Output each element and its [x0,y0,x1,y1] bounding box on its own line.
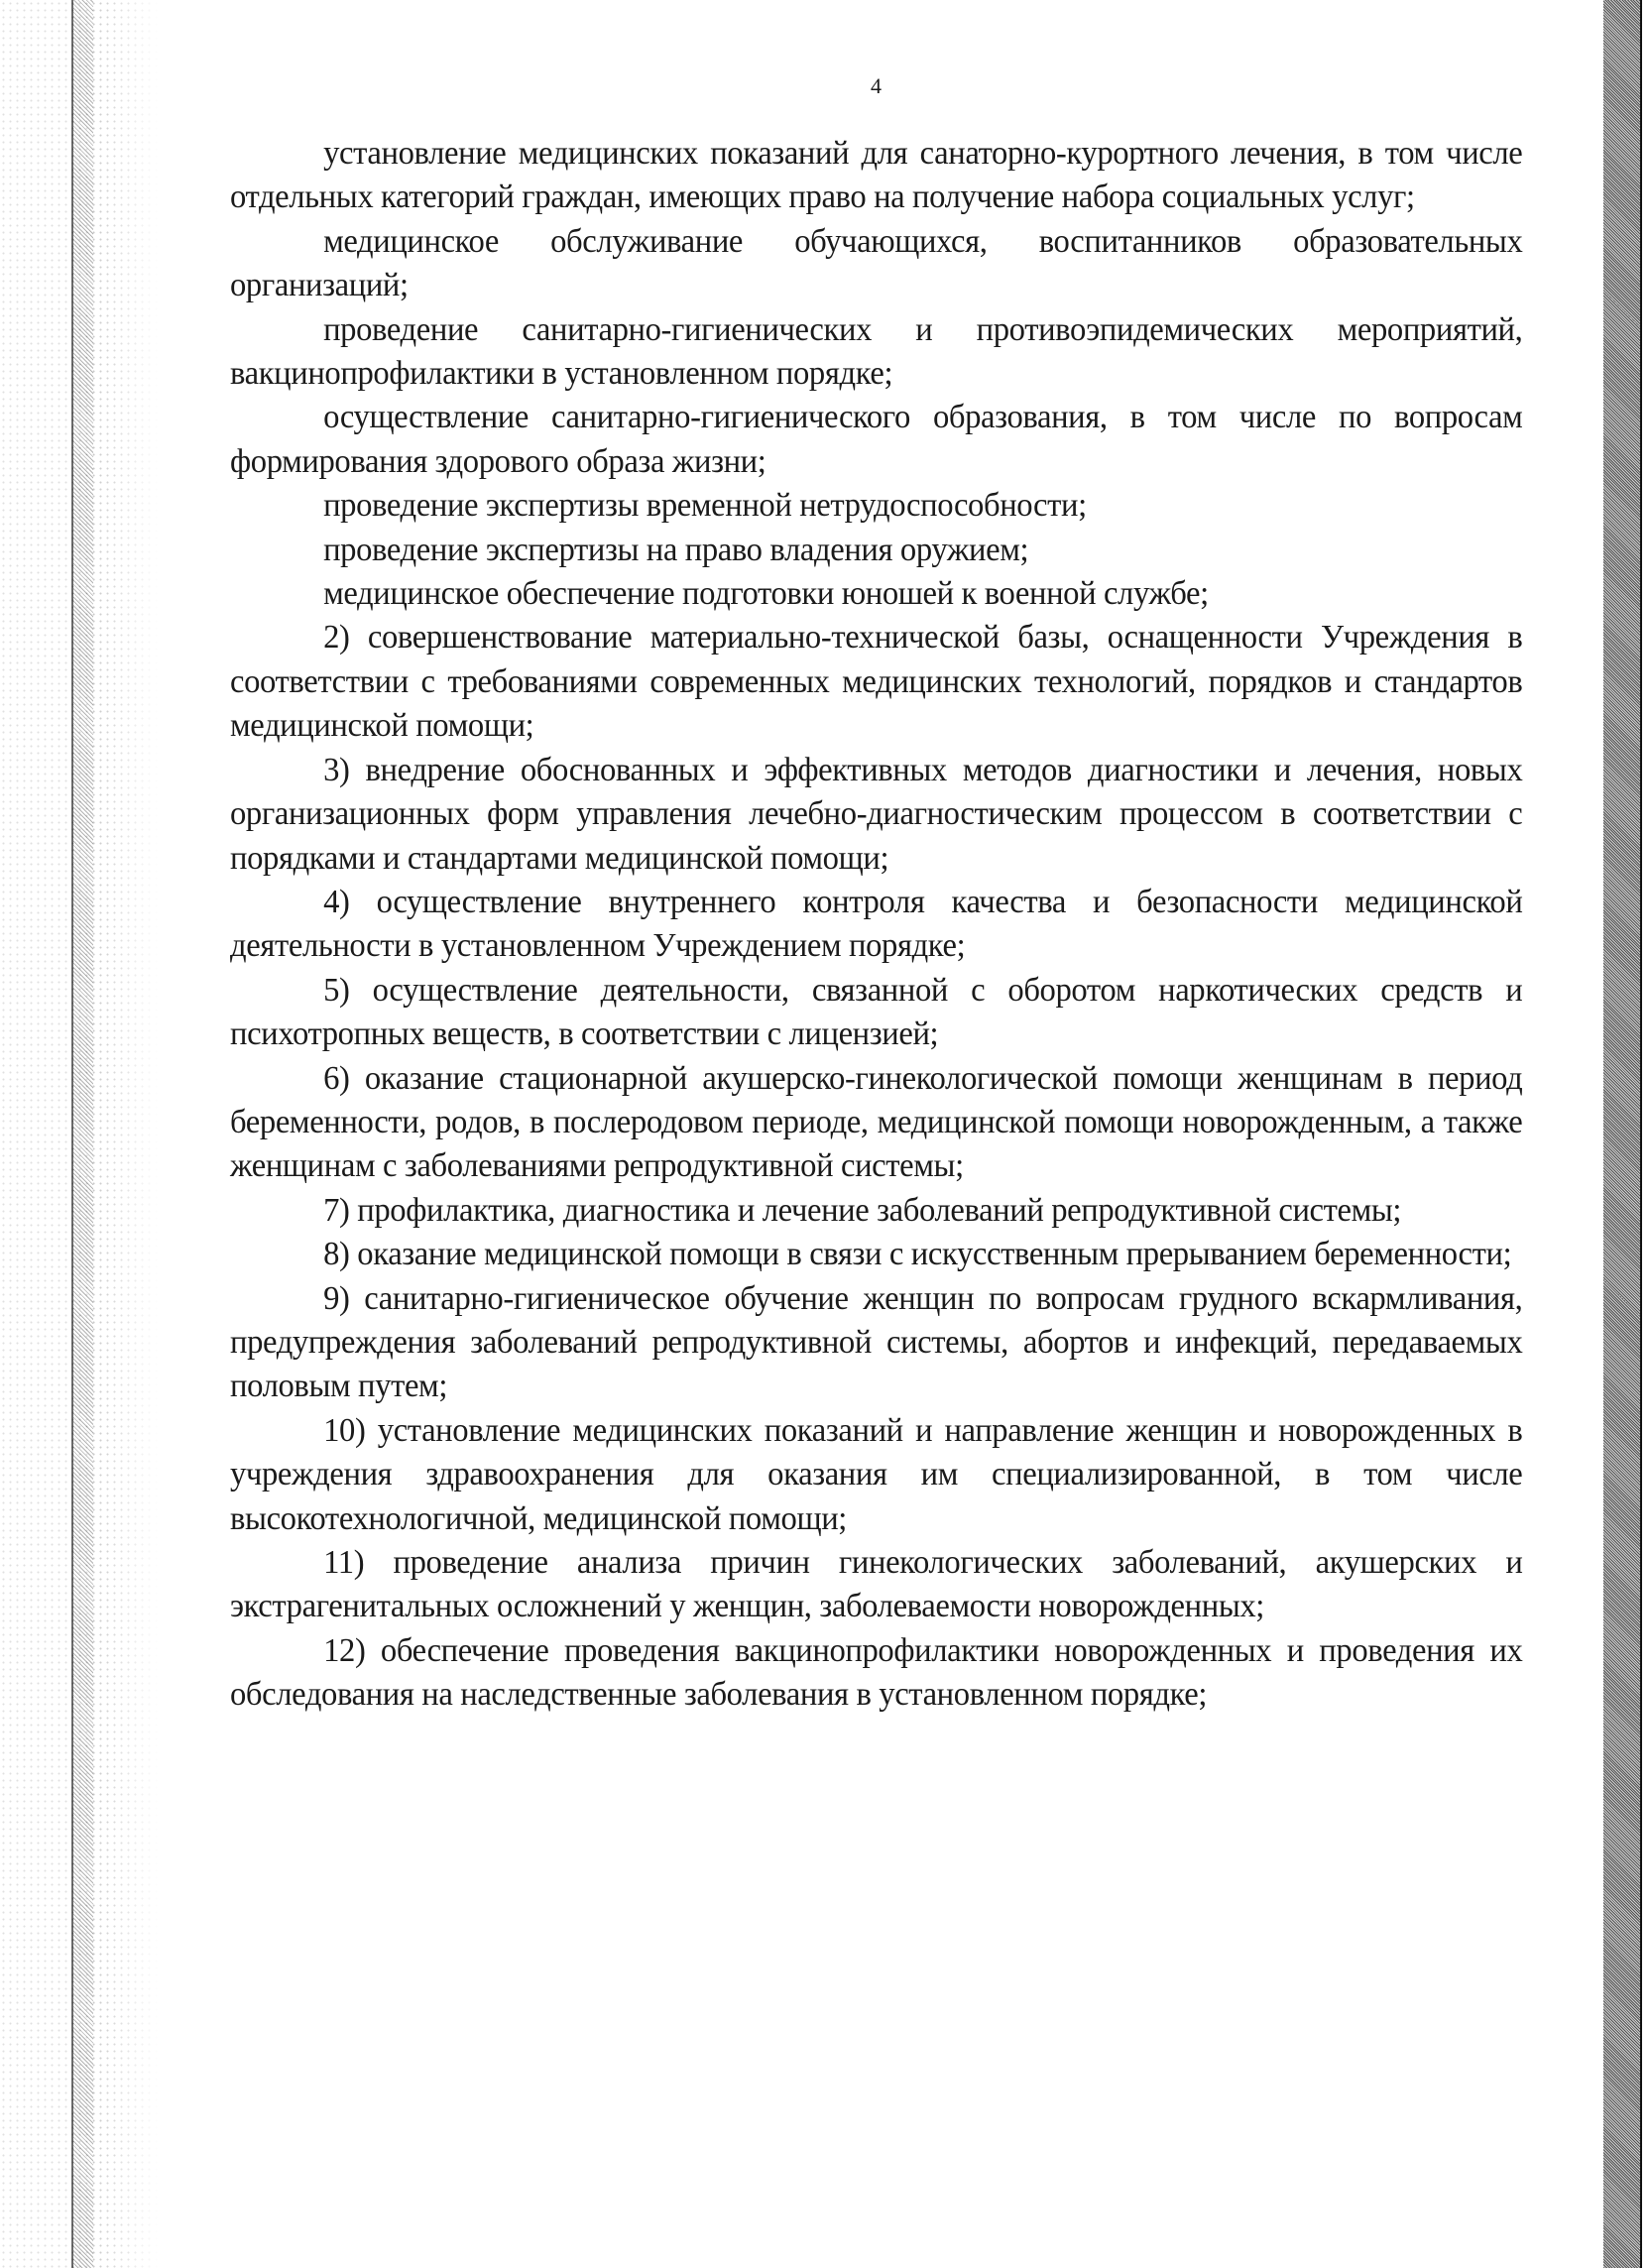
list-item: 6) оказание стационарной акушерско-гинекологической помощи женщинам в период беременности, родов, в послеродовом периоде, медицинской помощи новорожденным, а также женщинам с заболеваниями репродуктивной системы; [230,1059,1523,1185]
list-item: 5) осуществление деятельности, связанной с оборотом наркотических средств и психотропных веществ, в соответствии с лицензией; [230,971,1523,1053]
list-item: 2) совершенствование материально-технической базы, оснащенности Учреждения в соответствии с требованиями современных медицинских технологий, порядков и стандартов медицинской помощи; [230,619,1523,745]
scan-right-band [1603,0,1642,2268]
list-item: 3) внедрение обоснованных и эффективных методов диагностики и лечения, новых организационных форм управления лечебно-диагностическим процессом в соответствии с порядками и стандартами медицинской помощи; [230,751,1523,877]
paragraph: медицинское обслуживание обучающихся, воспитанников образовательных организаций; [230,222,1523,304]
paragraph: проведение экспертизы временной нетрудоспособности; [323,487,1087,525]
page-number: 4 [871,73,882,98]
paragraph: медицинское обеспечение подготовки юношей к военной службе; [323,575,1209,613]
list-item: 11) проведение анализа причин гинекологических заболеваний, акушерских и экстрагенитальных осложнений у женщин, заболеваемости новорожденных; [230,1544,1523,1625]
scan-right-edge [1640,0,1642,2268]
list-item: 10) установление медицинских показаний и направление женщин и новорожденных в учреждения здравоохранения для оказания им специализированной, в том числе высокотехнологичной, медицинской помощи; [230,1411,1523,1537]
list-item: 8) оказание медицинской помощи в связи с искусственным прерыванием беременности; [323,1236,1512,1273]
scan-left-dither [73,0,93,2268]
document-body [230,132,1522,1718]
list-item: 9) санитарно-гигиеническое обучение женщин по вопросам грудного вскармливания, предупреждения заболеваний репродуктивной системы, абортов и инфекций, передаваемых половым путем; [230,1279,1523,1405]
list-item: 7) профилактика, диагностика и лечение заболеваний репродуктивной системы; [323,1191,1402,1229]
paragraph: проведение санитарно-гигиенических и противоэпидемических мероприятий, вакцинопрофилактики в установленном порядке; [230,310,1523,393]
list-item: 4) осуществление внутреннего контроля качества и безопасности медицинской деятельности в установленном Учреждением порядке; [230,883,1523,965]
scan-left-edge [71,0,73,2268]
list-item: 12) обеспечение проведения вакцинопрофилактики новорожденных и проведения их обследования на наследственные заболевания в установленном порядке; [230,1631,1523,1714]
paragraph: осуществление санитарно-гигиенического образования, в том числе по вопросам формирования здорового образа жизни; [230,399,1523,480]
paragraph: проведение экспертизы на право владения оружием; [323,531,1029,568]
paragraph: установление медицинских показаний для санаторно-курортного лечения, в том числе отдельных категорий граждан, имеющих право на получение набора социальных услуг; [230,135,1523,216]
